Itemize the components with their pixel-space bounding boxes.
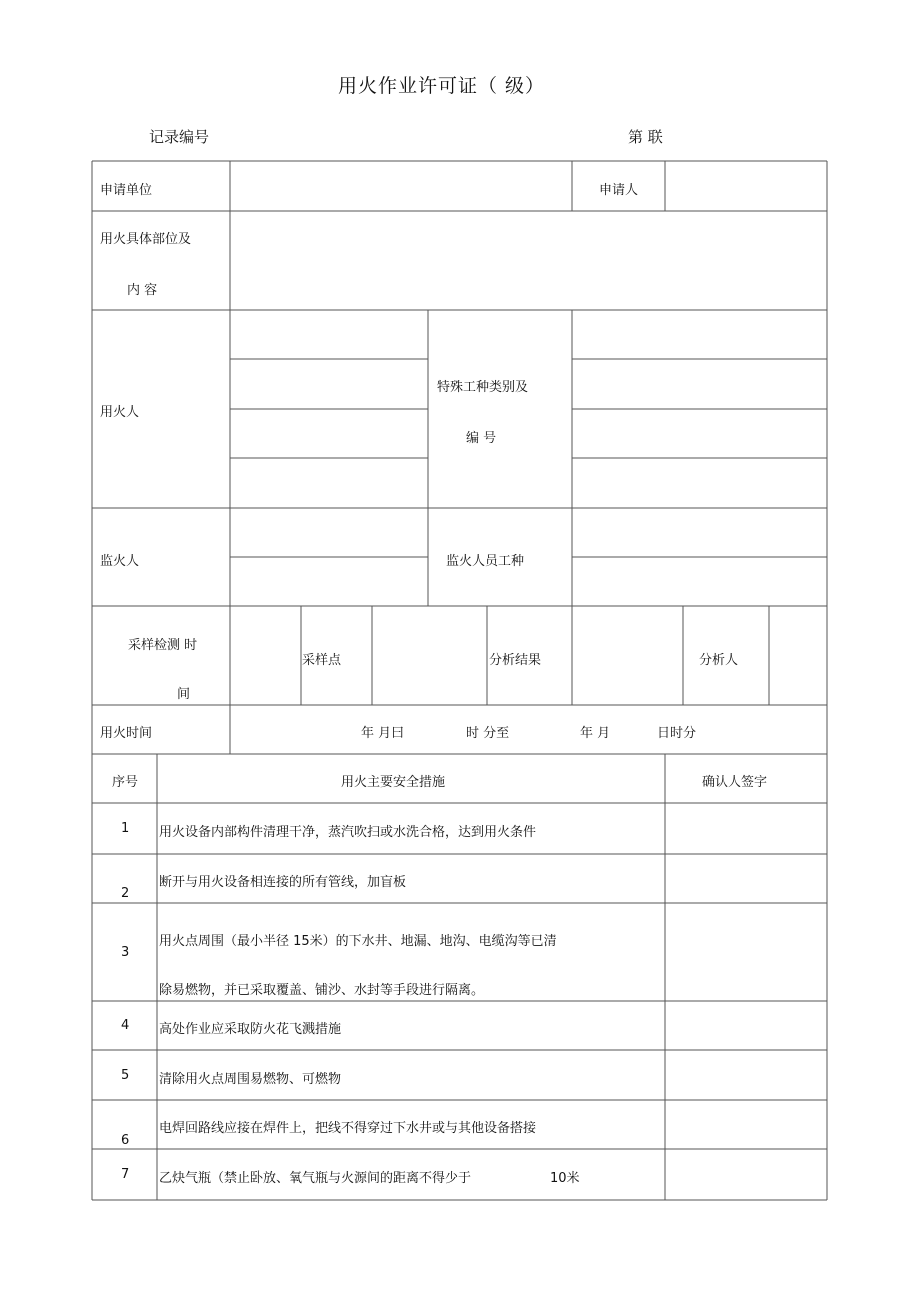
measure-text-line2: 除易燃物，并已采取覆盖、铺沙、水封等手段进行隔离。 bbox=[159, 983, 485, 998]
measures-header-no: 序号 bbox=[112, 775, 139, 790]
measure-no: 6 bbox=[121, 1133, 130, 1148]
location-label-line1: 用火具体部位及 bbox=[100, 232, 192, 247]
fire-time-label: 用火时间 bbox=[100, 726, 153, 741]
measure-text: 清除用火点周围易燃物、可燃物 bbox=[159, 1072, 342, 1087]
copy-number-label: 第 联 bbox=[628, 128, 663, 146]
analyst-label: 分析人 bbox=[699, 653, 739, 668]
analysis-result-label: 分析结果 bbox=[489, 653, 542, 668]
fire-time-end-date: 年 月 bbox=[580, 726, 611, 741]
fire-time-start-date: 年 月曰 bbox=[361, 726, 405, 741]
applicant-label: 申请人 bbox=[599, 183, 639, 198]
sample-time-label-line2: 间 bbox=[177, 687, 191, 702]
measure-text: 用火设备内部构件清理干净，蒸汽吹扫或水洗合格，达到用火条件 bbox=[159, 825, 537, 840]
measure-text-distance: 10米 bbox=[550, 1171, 580, 1186]
measure-no: 7 bbox=[121, 1167, 130, 1182]
sample-point-label: 采样点 bbox=[302, 653, 342, 668]
applicant-unit-label: 申请单位 bbox=[100, 183, 153, 198]
measure-text: 用火点周围（最小半径 15米）的下水井、地漏、地沟、电缆沟等已清 bbox=[159, 934, 557, 949]
special-type-label-line2: 编 号 bbox=[466, 431, 497, 446]
measure-text: 高处作业应采取防火花飞溅措施 bbox=[159, 1022, 342, 1037]
measures-header-measure: 用火主要安全措施 bbox=[341, 775, 446, 790]
measure-no: 4 bbox=[121, 1018, 130, 1033]
fire-user-label: 用火人 bbox=[100, 405, 140, 420]
location-label-line2: 内 容 bbox=[127, 283, 158, 298]
measure-text: 电焊回路线应接在焊件上，把线不得穿过下水井或与其他设备搭接 bbox=[159, 1121, 537, 1136]
monitor-label: 监火人 bbox=[100, 554, 140, 569]
measures-header-sign: 确认人签字 bbox=[702, 775, 768, 790]
special-type-label-line1: 特殊工种类别及 bbox=[437, 380, 529, 395]
measure-text: 乙炔气瓶（禁止卧放、氧气瓶与火源间的距离不得少于 bbox=[159, 1171, 472, 1186]
fire-time-start-hour: 时 分至 bbox=[466, 726, 510, 741]
measure-no: 1 bbox=[121, 821, 130, 836]
measure-no: 3 bbox=[121, 945, 130, 960]
sample-time-label-line1: 采样检测 时 bbox=[128, 638, 198, 653]
measure-text: 断开与用火设备相连接的所有管线，加盲板 bbox=[159, 875, 407, 890]
measure-no: 5 bbox=[121, 1068, 130, 1083]
measure-no: 2 bbox=[121, 886, 130, 901]
record-number-label: 记录编号 bbox=[149, 128, 210, 146]
monitor-type-label: 监火人员工种 bbox=[446, 554, 525, 569]
fire-time-end-hour: 日时分 bbox=[657, 726, 697, 741]
page-title: 用火作业许可证（ 级） bbox=[338, 75, 546, 97]
